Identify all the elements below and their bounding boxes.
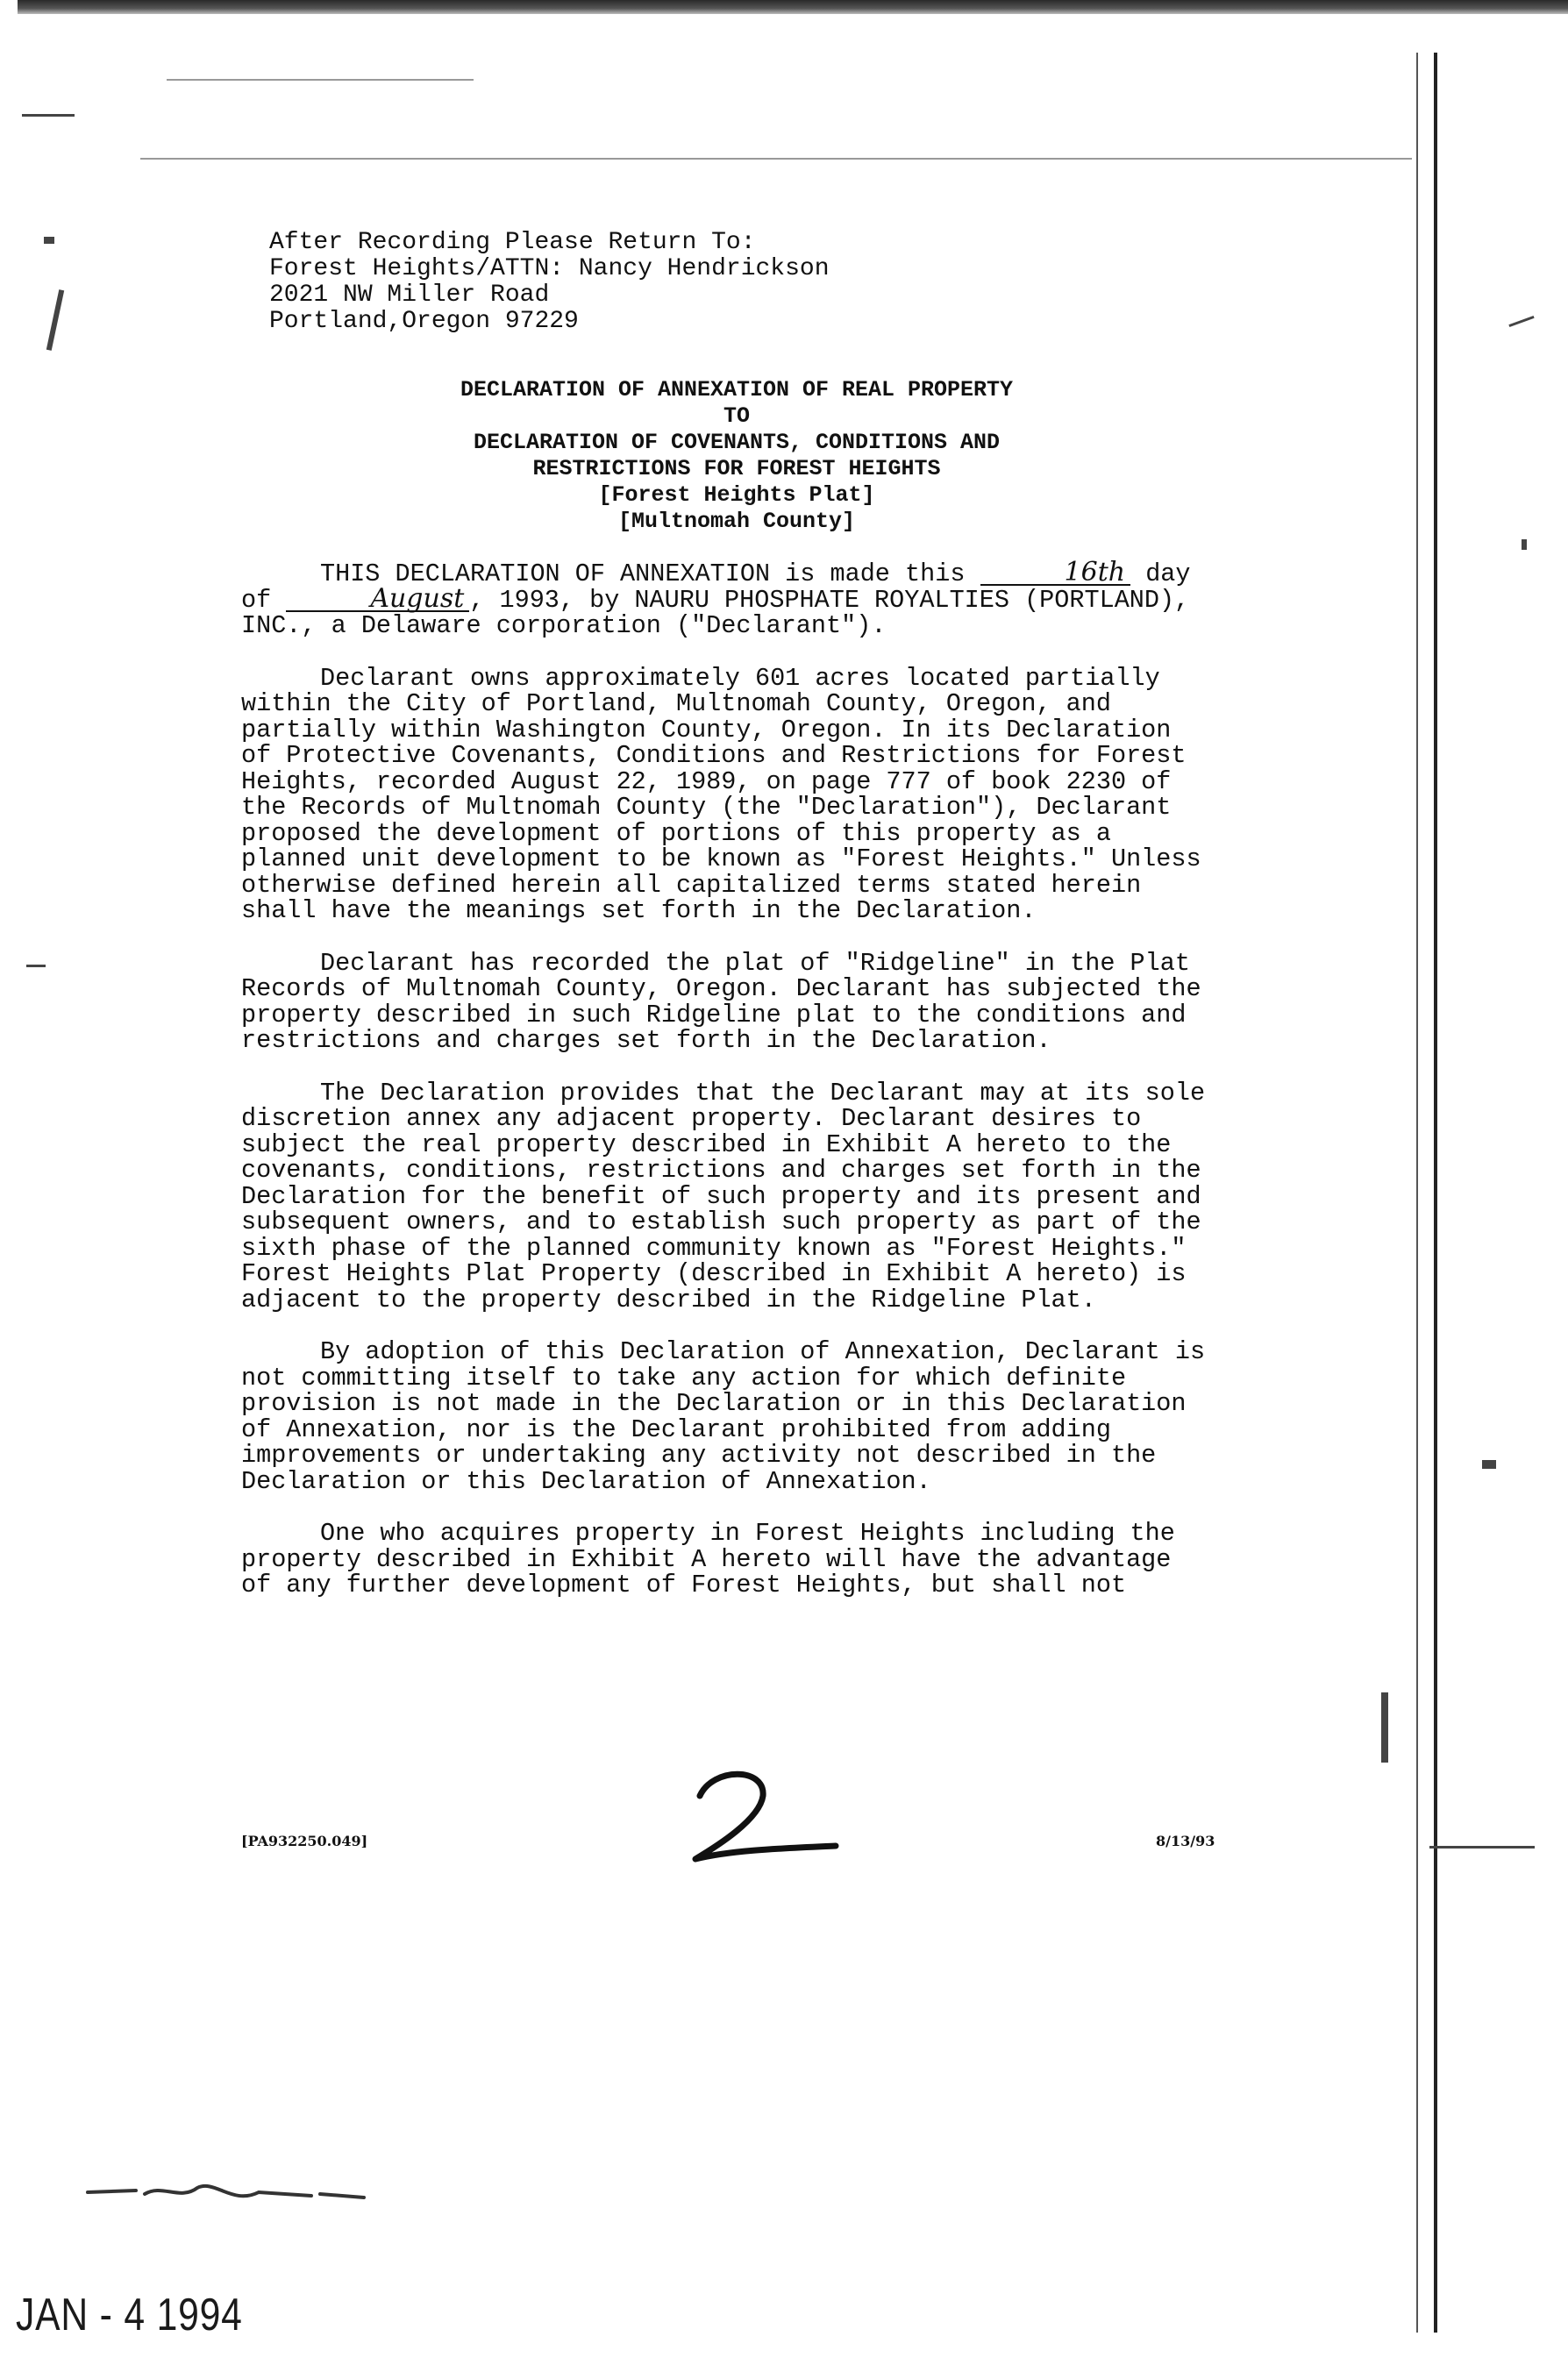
handwritten-day: 16th [980, 561, 1131, 586]
return-line: Portland,Oregon 97229 [269, 308, 579, 335]
title-line: DECLARATION OF ANNEXATION OF REAL PROPERTY [460, 377, 1014, 402]
body-paragraph: One who acquires property in Forest Heights including the property described in Exhibit A hereto will have the advantage of any further development of Forest Heights, but shall not [241, 1519, 1175, 1599]
document-body [241, 557, 1215, 1625]
body-paragraph: By adoption of this Declaration of Annexation, Declarant is not committing itself to take any action for which definite provision is not made in the Declaration or in this Declaration of Annexation, nor is the Declarant prohibited from adding improvements or undertaking any activity not described in the Declaration or this Declaration of Annexation. [241, 1337, 1206, 1496]
scan-mark [46, 289, 64, 351]
document-title [324, 377, 1149, 535]
intro-text: , 1993, by NAURU PHOSPHATE ROYALTIES (PORTLAND), INC., a Delaware corporation ("Declarant"). [241, 585, 1190, 640]
title-line: TO [723, 403, 750, 429]
return-line: After Recording Please Return To: [269, 229, 756, 256]
handwritten-month: August [286, 588, 469, 612]
title-line: DECLARATION OF COVENANTS, CONDITIONS AND [473, 430, 1001, 455]
handwritten-page-number [682, 1763, 858, 1868]
scan-border-inner [1416, 53, 1418, 2333]
footer-doc-id: [PA932250.049] [241, 1833, 368, 1849]
body-paragraph: Declarant owns approximately 601 acres located partially within the City of Portland, Multnomah County, Oregon, and partially within Washington County, Oregon. In its Declaration of Protective Covenants, Conditions and Restrictions for Forest Heights, recorded August 22, 1989, on page 777 of book 2230 of the Records of Multnomah County (the "Declaration"), Declarant proposed the development of portions of this property as a planned unit development to be known as "Forest Heights." Unless otherwise defined herein all capitalized terms stated herein shall have the meanings set forth in the Declaration. [241, 663, 1201, 925]
scan-mark [26, 965, 46, 967]
scan-mark [44, 237, 54, 244]
scan-mark [1381, 1692, 1388, 1763]
body-paragraph: Declarant has recorded the plat of "Ridgeline" in the Plat Records of Multnomah County, Oregon. Declarant has subjected the property described in such Ridgeline plat to the conditions and restrictions and charges set forth in the Declaration. [241, 948, 1201, 1055]
title-line: [Forest Heights Plat] [598, 482, 875, 508]
scan-border-right [1434, 53, 1437, 2333]
intro-text: day of [241, 559, 1191, 615]
body-paragraph: The Declaration provides that the Declarant may at its sole discretion annex any adjacent property. Declarant desires to subject the real property described in Exhibit A hereto to the covenants, conditions, restrictions and charges set forth in the Declaration for the benefit of such property and its present and subsequent owners, and to establish such property as part of the sixth phase of the planned community known as "Forest Heights." Forest Heights Plat Property (described in Exhibit A hereto) is adjacent to the property described in the Ridgeline Plat. [241, 1078, 1206, 1314]
scan-top-edge [18, 0, 1568, 14]
return-address [269, 230, 830, 335]
scribble-mark [83, 2175, 373, 2210]
scan-mark [167, 79, 474, 81]
title-line: [Multnomah County] [617, 509, 856, 534]
scan-mark [1522, 539, 1527, 550]
scan-mark [140, 158, 1412, 160]
scan-mark [1482, 1460, 1496, 1469]
intro-text: THIS DECLARATION OF ANNEXATION is made this [320, 559, 980, 588]
scan-mark [22, 114, 75, 117]
scan-mark [1508, 316, 1534, 327]
intro-paragraph [241, 557, 1215, 640]
scan-mark [1429, 1846, 1535, 1849]
footer-date: 8/13/93 [1156, 1833, 1215, 1849]
return-line: 2021 NW Miller Road [269, 281, 550, 309]
return-line: Forest Heights/ATTN: Nancy Hendrickson [269, 255, 830, 282]
date-stamp: JAN - 4 1994 [16, 2290, 243, 2340]
title-line: RESTRICTIONS FOR FOREST HEIGHTS [532, 456, 941, 481]
